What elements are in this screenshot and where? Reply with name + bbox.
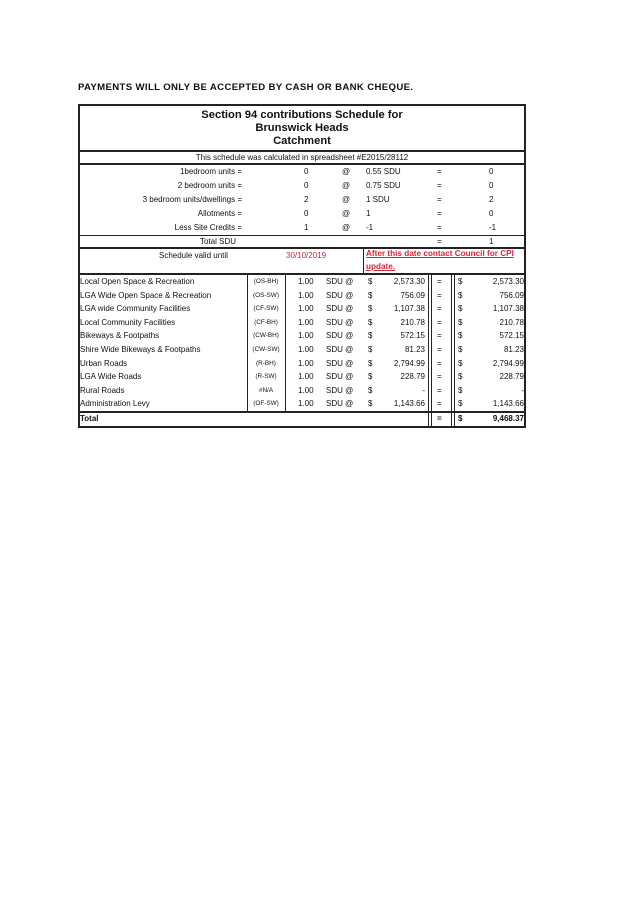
- title-line-2: Brunswick Heads: [255, 122, 349, 134]
- unit-qty: 0: [304, 181, 309, 190]
- item-currency: $: [458, 317, 463, 327]
- calculation-note: This schedule was calculated in spreadsheet #E2015/28112: [80, 152, 524, 165]
- title-line-1: Section 94 contributions Schedule for: [201, 109, 403, 121]
- column-divider: [454, 413, 455, 426]
- item-unit: SDU @: [326, 372, 354, 382]
- cpi-warning: After this date contact Council for CPI update.: [363, 247, 526, 273]
- unit-qty: 2: [304, 195, 309, 204]
- item-amount: 210.78: [499, 317, 524, 327]
- item-code: (CF-BH): [254, 318, 278, 326]
- unit-result: 0: [489, 167, 494, 176]
- total-sdu-value: 1: [489, 237, 494, 246]
- validity-date: 30/10/2019: [286, 251, 327, 260]
- at-sign: @: [342, 167, 351, 176]
- contributions-schedule: [78, 104, 526, 428]
- unit-result: 2: [489, 195, 494, 204]
- item-amount: 1,107.38: [492, 304, 524, 314]
- total-equals: =: [437, 413, 442, 423]
- item-qty: 1.00: [298, 344, 314, 354]
- item-code: (OS-SW): [253, 291, 279, 299]
- item-code: (CF-SW): [253, 305, 279, 313]
- unit-equals: =: [437, 181, 442, 190]
- unit-equals: =: [437, 195, 442, 204]
- item-qty: 1.00: [298, 385, 314, 395]
- item-equals: =: [437, 358, 442, 368]
- item-currency: $: [368, 277, 373, 286]
- unit-equals: =: [437, 223, 442, 232]
- item-rate: 1,143.66: [393, 399, 425, 409]
- item-equals: =: [437, 399, 442, 409]
- unit-label: 3 bedroom units/dwellings =: [142, 195, 242, 204]
- unit-row: [80, 193, 524, 207]
- unit-equals: =: [437, 209, 442, 218]
- item-amount: 756.09: [499, 290, 524, 300]
- item-unit: SDU @: [326, 277, 354, 286]
- column-divider: [451, 413, 452, 426]
- total-sdu-equals: =: [437, 237, 442, 246]
- item-currency: $: [368, 385, 373, 395]
- unit-row: [80, 179, 524, 193]
- unit-rate: 0.75 SDU: [366, 181, 401, 190]
- item-rate: 2,794.99: [393, 358, 425, 368]
- unit-result: -1: [489, 223, 497, 232]
- validity-label: Schedule valid until: [159, 251, 228, 260]
- item-equals: =: [437, 277, 442, 286]
- item-qty: 1.00: [298, 317, 314, 327]
- item-unit: SDU @: [326, 304, 354, 314]
- line-item-row: [80, 289, 524, 303]
- item-rate: 1,107.38: [393, 304, 425, 314]
- line-item-row: [80, 397, 524, 411]
- item-currency: $: [458, 358, 463, 368]
- item-amount: 572.15: [499, 331, 524, 341]
- item-equals: =: [437, 317, 442, 327]
- total-sdu-label: Total SDU: [200, 237, 237, 246]
- item-amount: 81.23: [503, 344, 524, 354]
- item-code: (OF-SW): [253, 400, 279, 408]
- item-unit: SDU @: [326, 331, 354, 341]
- item-qty: 1.00: [298, 358, 314, 368]
- unit-rate: 1: [366, 209, 371, 218]
- item-name: LGA Wide Open Space & Recreation: [80, 290, 212, 300]
- item-qty: 1.00: [298, 372, 314, 382]
- item-qty: 1.00: [298, 290, 314, 300]
- line-item-row: [80, 329, 524, 343]
- item-currency: $: [368, 304, 373, 314]
- item-unit: SDU @: [326, 358, 354, 368]
- item-amount: 2,794.99: [492, 358, 524, 368]
- item-amount: 1,143.66: [492, 399, 524, 409]
- schedule-title: [80, 106, 524, 152]
- item-equals: =: [437, 344, 442, 354]
- item-code: (CW-SW): [252, 345, 280, 353]
- unit-breakdown: [80, 165, 524, 236]
- line-item-row: [80, 357, 524, 371]
- total-currency: $: [458, 413, 463, 423]
- item-name: LGA wide Community Facilities: [80, 304, 191, 314]
- item-currency: $: [368, 399, 373, 409]
- item-currency: $: [458, 385, 463, 395]
- item-currency: $: [458, 399, 463, 409]
- line-item-row: [80, 302, 524, 316]
- item-name: Shire Wide Bikeways & Footpaths: [80, 344, 201, 354]
- unit-label: Less Site Credits =: [174, 223, 242, 232]
- item-currency: $: [368, 358, 373, 368]
- unit-row: [80, 165, 524, 179]
- item-rate: 2,573.30: [393, 277, 425, 286]
- unit-rate: 0.55 SDU: [366, 167, 401, 176]
- item-currency: $: [368, 331, 373, 341]
- item-currency: $: [368, 317, 373, 327]
- unit-qty: 0: [304, 167, 309, 176]
- item-amount: -: [521, 385, 524, 395]
- item-rate: 81.23: [404, 344, 425, 354]
- item-currency: $: [458, 372, 463, 382]
- unit-label: Allotments =: [197, 209, 242, 218]
- unit-qty: 0: [304, 209, 309, 218]
- item-code: (R-SW): [255, 373, 277, 381]
- unit-row: [80, 221, 524, 235]
- at-sign: @: [342, 181, 351, 190]
- item-currency: $: [368, 344, 373, 354]
- item-currency: $: [368, 372, 373, 382]
- item-currency: $: [458, 331, 463, 341]
- line-item-row: [80, 370, 524, 384]
- validity-row: [80, 249, 524, 275]
- item-name: Local Open Space & Recreation: [80, 277, 195, 286]
- total-label: Total: [80, 413, 99, 423]
- item-rate: 572.15: [400, 331, 425, 341]
- item-qty: 1.00: [298, 277, 314, 286]
- item-unit: SDU @: [326, 399, 354, 409]
- item-currency: $: [458, 290, 463, 300]
- unit-label: 1bedroom units =: [179, 167, 242, 176]
- item-rate: -: [422, 385, 425, 395]
- item-rate: 210.78: [400, 317, 425, 327]
- unit-rate: -1: [366, 223, 374, 232]
- unit-rate: 1 SDU: [366, 195, 390, 204]
- item-qty: 1.00: [298, 304, 314, 314]
- item-name: Bikeways & Footpaths: [80, 331, 160, 341]
- line-item-row: [80, 275, 524, 289]
- item-code: (CW-BH): [253, 332, 279, 340]
- item-unit: SDU @: [326, 290, 354, 300]
- item-code: #N/A: [258, 386, 274, 394]
- unit-label: 2 bedroom units =: [177, 181, 242, 190]
- item-equals: =: [437, 331, 442, 341]
- item-currency: $: [458, 304, 463, 314]
- line-item-row: [80, 316, 524, 330]
- unit-qty: 1: [304, 223, 309, 232]
- item-equals: =: [437, 385, 442, 395]
- unit-equals: =: [437, 167, 442, 176]
- item-name: Administration Levy: [80, 399, 150, 409]
- item-currency: $: [458, 277, 463, 286]
- item-currency: $: [368, 290, 373, 300]
- item-name: Rural Roads: [80, 385, 125, 395]
- item-amount: 228.79: [499, 372, 524, 382]
- column-divider: [428, 413, 429, 426]
- item-code: (R-BH): [256, 359, 276, 367]
- title-line-3: Catchment: [273, 135, 331, 147]
- at-sign: @: [342, 223, 351, 232]
- line-item-row: [80, 343, 524, 357]
- total-row: [80, 411, 524, 426]
- unit-result: 0: [489, 209, 494, 218]
- item-qty: 1.00: [298, 399, 314, 409]
- item-unit: SDU @: [326, 344, 354, 354]
- item-rate: 228.79: [400, 372, 425, 382]
- item-qty: 1.00: [298, 331, 314, 341]
- item-amount: 2,573.30: [492, 277, 524, 286]
- item-equals: =: [437, 372, 442, 382]
- at-sign: @: [342, 209, 351, 218]
- line-items: [80, 275, 524, 411]
- item-name: LGA Wide Roads: [80, 372, 142, 382]
- at-sign: @: [342, 195, 351, 204]
- item-equals: =: [437, 304, 442, 314]
- unit-row: [80, 207, 524, 221]
- total-amount: 9,468.37: [492, 413, 524, 423]
- item-unit: SDU @: [326, 317, 354, 327]
- item-name: Local Community Facilities: [80, 317, 176, 327]
- item-name: Urban Roads: [80, 358, 128, 368]
- item-currency: $: [458, 344, 463, 354]
- unit-result: 0: [489, 181, 494, 190]
- item-unit: SDU @: [326, 385, 354, 395]
- item-rate: 756.09: [400, 290, 425, 300]
- line-item-row: [80, 384, 524, 398]
- column-divider: [431, 413, 432, 426]
- item-equals: =: [437, 290, 442, 300]
- payment-notice: PAYMENTS WILL ONLY BE ACCEPTED BY CASH OR BANK CHEQUE.: [78, 82, 414, 93]
- item-code: (OS-BH): [253, 278, 279, 285]
